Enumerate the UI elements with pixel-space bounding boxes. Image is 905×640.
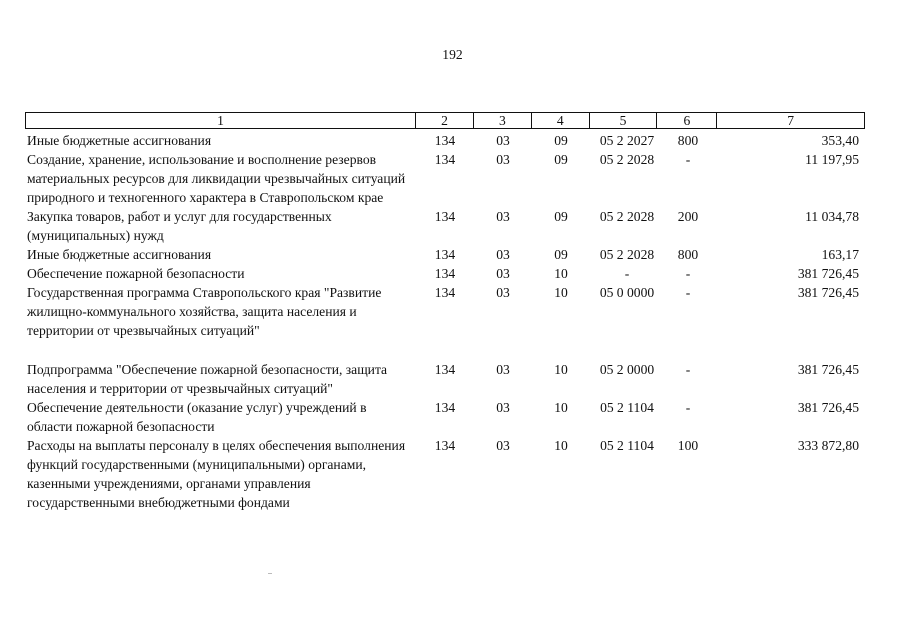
row-name: Создание, хранение, использование и восполнение резервов материальных ресурсов для ликвидации чрезвычайных ситуаций природного и техногенного характера в Ставропольском крае	[27, 152, 406, 205]
row-code-4: 10	[554, 400, 568, 415]
row-code-4: 10	[554, 285, 568, 300]
row-amount: 381 726,45	[797, 362, 859, 377]
row-code-5: 05 2 2028	[599, 209, 655, 224]
row-code-5: 05 2 2028	[599, 152, 655, 167]
row-code-5: -	[624, 266, 630, 281]
row-code-6: -	[685, 152, 691, 167]
row-name: Подпрограмма "Обеспечение пожарной безопасности, защита населения и территории от чрезвычайных ситуаций"	[27, 362, 388, 396]
row-code-3: 03	[496, 133, 510, 148]
row-code-4: 09	[554, 209, 568, 224]
row-amount: 381 726,45	[797, 266, 859, 281]
row-code-2: 134	[434, 133, 456, 148]
row-code-6: -	[685, 266, 691, 281]
table-row	[25, 360, 865, 398]
table-header	[25, 112, 865, 129]
row-amount: 163,17	[821, 247, 859, 262]
row-code-2: 134	[434, 285, 456, 300]
row-code-2: 134	[434, 266, 456, 281]
row-amount: 381 726,45	[797, 400, 859, 415]
row-code-3: 03	[496, 152, 510, 167]
column-header-4: 4	[532, 113, 590, 128]
row-code-2: 134	[434, 152, 456, 167]
row-code-2: 134	[434, 209, 456, 224]
row-code-6: 800	[677, 133, 699, 148]
row-name: Обеспечение деятельности (оказание услуг) учреждений в области пожарной безопасности	[27, 400, 367, 434]
row-code-4: 09	[554, 247, 568, 262]
table-row	[25, 245, 865, 264]
row-code-4: 10	[554, 438, 568, 453]
row-code-5: 05 2 2028	[599, 247, 655, 262]
row-name: Расходы на выплаты персоналу в целях обеспечения выполнения функций государственными (муниципальными) органами, казенными учреждениями, органами управления государственными внебюджетными фондами	[27, 438, 406, 510]
row-spacer	[25, 340, 865, 360]
column-header-6: 6	[657, 113, 717, 128]
row-code-5: 05 2 0000	[599, 362, 655, 377]
row-code-2: 134	[434, 438, 456, 453]
row-amount: 381 726,45	[797, 285, 859, 300]
row-code-3: 03	[496, 438, 510, 453]
row-amount: 11 197,95	[805, 152, 859, 167]
row-name: Иные бюджетные ассигнования	[27, 133, 212, 148]
row-amount: 333 872,80	[797, 438, 859, 453]
row-code-5: 05 0 0000	[599, 285, 655, 300]
row-code-4: 10	[554, 362, 568, 377]
row-code-6: -	[685, 400, 691, 415]
row-name: Закупка товаров, работ и услуг для государственных (муниципальных) нужд	[27, 209, 332, 243]
row-code-3: 03	[496, 209, 510, 224]
column-header-3: 3	[474, 113, 532, 128]
table-row	[25, 131, 865, 150]
row-name: Обеспечение пожарной безопасности	[27, 266, 245, 281]
row-code-6: 200	[677, 209, 699, 224]
row-amount: 11 034,78	[805, 209, 859, 224]
table-body	[25, 131, 865, 512]
table-row	[25, 150, 865, 207]
row-code-5: 05 2 2027	[599, 133, 655, 148]
row-code-6: 800	[677, 247, 699, 262]
row-code-3: 03	[496, 400, 510, 415]
row-amount: 353,40	[821, 133, 859, 148]
row-code-6: -	[685, 362, 691, 377]
row-code-3: 03	[496, 285, 510, 300]
row-code-2: 134	[434, 362, 456, 377]
row-code-4: 09	[554, 133, 568, 148]
row-code-4: 10	[554, 266, 568, 281]
table-row	[25, 436, 865, 512]
page-number: 192	[442, 47, 463, 62]
row-code-3: 03	[496, 247, 510, 262]
row-code-4: 09	[554, 152, 568, 167]
column-header-7: 7	[787, 113, 795, 128]
row-code-2: 134	[434, 400, 456, 415]
row-code-5: 05 2 1104	[600, 400, 654, 415]
column-header-5: 5	[590, 113, 658, 128]
row-code-5: 05 2 1104	[600, 438, 654, 453]
table-row	[25, 398, 865, 436]
column-header-2: 2	[416, 113, 474, 128]
table-row	[25, 283, 865, 340]
row-code-6: 100	[677, 438, 699, 453]
row-name: Иные бюджетные ассигнования	[27, 247, 212, 262]
column-header-1: 1	[26, 113, 416, 128]
row-code-3: 03	[496, 266, 510, 281]
row-code-2: 134	[434, 247, 456, 262]
table-row	[25, 207, 865, 245]
scan-artifact	[268, 573, 272, 574]
row-code-6: -	[685, 285, 691, 300]
row-name: Государственная программа Ставропольского края "Развитие жилищно-коммунального хозяйства, защита населения и территории от чрезвычайных ситуаций"	[27, 285, 382, 338]
table-row	[25, 264, 865, 283]
row-code-3: 03	[496, 362, 510, 377]
